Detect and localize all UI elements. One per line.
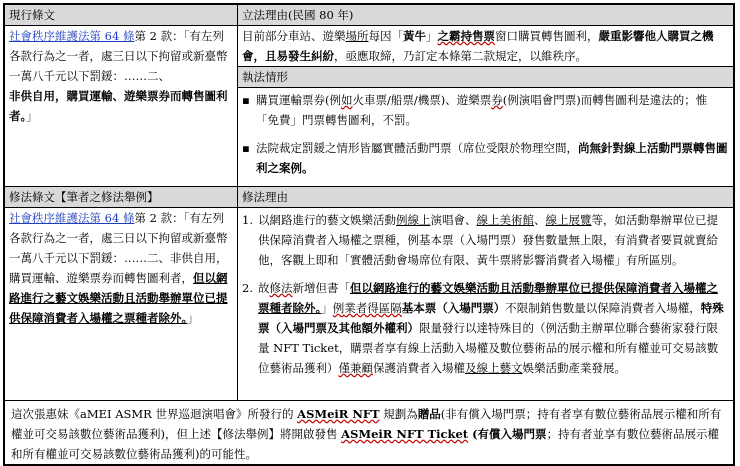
current-article-bold: 非供自用，購買運輸、遊樂票券而轉售圖利者。 bbox=[9, 89, 228, 123]
footer-h: ；持有者並享有數位藝術品展示權和所有權並可交易該數位藝術品獲利)的可能性。 bbox=[11, 427, 720, 461]
footer-d: 贈品 bbox=[417, 407, 441, 421]
item-number: 2. bbox=[242, 281, 253, 295]
am2-m: 保護消費者入場權 bbox=[373, 361, 465, 375]
header-amendment-reason: 修法理由 bbox=[238, 187, 734, 208]
amendment-item bbox=[242, 278, 729, 378]
am1-g: 等，如活動舉辦單位已提供保障消費者入場權之票種，例基本票（入場門票）發售數量無上限，有消費者要買就賣給他，客觀上即和「實體活動會場席位有限、黃牛票將影響消費者入場權」有所區別。 bbox=[258, 213, 718, 267]
current-law-link[interactable]: 社會秩序維護法第 64 條 bbox=[9, 29, 135, 43]
proposed-law-link[interactable]: 社會秩序維護法第 64 條 bbox=[9, 211, 135, 225]
am2-i: 不限制銷售數量以保障消費者入場權， bbox=[505, 301, 701, 315]
reason-text-1: 目前部分車站、遊樂 bbox=[242, 29, 346, 43]
am2-o: 線上藝文 bbox=[476, 361, 523, 375]
proposed-article-cell bbox=[5, 208, 238, 401]
header-legislative-reason: 立法理由(民國 80 年) bbox=[238, 5, 734, 26]
comparison-table bbox=[3, 3, 735, 466]
footer-g: (有償入場門票 bbox=[468, 427, 547, 441]
am1-a: 以網路進行的藝文娛樂活動 bbox=[258, 213, 396, 227]
header-current-article: 現行條文 bbox=[5, 5, 238, 26]
am2-a: 故 bbox=[258, 281, 270, 295]
amendment-item bbox=[242, 210, 729, 270]
am2-p: 娛樂活動產業發展。 bbox=[522, 361, 626, 375]
reason-text-4: 黃牛 bbox=[403, 29, 426, 43]
header-proposed-article: 修法條文【筆者之修法舉例】 bbox=[5, 187, 238, 208]
am2-j: 特殊票（入場門票及其他額外權利） bbox=[258, 301, 724, 335]
enforcement-item bbox=[242, 138, 729, 178]
current-article-text: 第 2 款：「有左列各款行為之一者，處三日以下拘留或新臺幣一萬八千元以下罰鍰：……二、 bbox=[9, 29, 228, 83]
am1-f: 線上展覽 bbox=[545, 213, 592, 227]
footer-a: 這次張惠妹《aMEI ASMR 世界巡迴演唱會》所發行的 bbox=[11, 407, 298, 421]
bullet-icon: ▪ bbox=[242, 141, 250, 155]
reason-text-7: 窗口購買轉售圖利， bbox=[495, 29, 599, 43]
enf2-b: 尚無針對線上活動門票轉售圖利之案例。 bbox=[256, 141, 728, 175]
enf1-d: 券 bbox=[491, 93, 503, 107]
enforcement-cell bbox=[238, 88, 734, 187]
footer-c: 規劃為 bbox=[379, 407, 418, 421]
current-article-cell bbox=[5, 26, 238, 187]
am2-k: 限量發行以達特殊目的（例活動主辦單位聯合藝術家發行限量 NFT Ticket，購票者享有線上活動入場權及數位藝術品的展示權和所有權並可交易該數位藝術品獲利） bbox=[258, 321, 719, 375]
am2-h: 基本票（入場門票） bbox=[401, 301, 506, 315]
footer-f: ASMeiR NFT Ticket bbox=[341, 427, 469, 441]
footer-b: ASMeiR NFT bbox=[297, 407, 380, 421]
enf2-a: 法院裁定罰鍰之情形皆屬實體活動門票（席位受限於物理空間， bbox=[256, 141, 578, 155]
bullet-icon: ▪ bbox=[242, 93, 250, 107]
enf1-b: 如 bbox=[341, 93, 353, 107]
enforcement-item bbox=[242, 90, 729, 130]
am2-e: 」 bbox=[321, 301, 333, 315]
am2-l: 僅兼顧 bbox=[338, 361, 373, 375]
am1-e: 、 bbox=[534, 213, 546, 227]
am1-c: 演唱會、 bbox=[430, 213, 477, 227]
reason-text-9: ，亟應取締，乃訂定本條第二款規定，以維秩序。 bbox=[334, 49, 587, 63]
am2-d: 但以網路進行的藝文娛樂活動且活動舉辦單位已提供保障消費者入場權之票種者除外。 bbox=[258, 281, 718, 315]
reason-text-5: 」 bbox=[426, 29, 438, 43]
reason-text-3: 每因「 bbox=[368, 29, 403, 43]
am2-g: 業者得區隔 bbox=[344, 301, 402, 315]
am1-d: 線上美術館 bbox=[476, 213, 534, 227]
enf1-c: 火車票/船票/機票)、遊樂票 bbox=[352, 93, 492, 107]
am2-b: 修法 bbox=[269, 281, 293, 295]
am1-b: 例線上 bbox=[396, 213, 431, 227]
enf1-e: (例演唱會門票)而轉售圖利是違法的；惟「免費」門票轉售圖利，不罰。 bbox=[256, 93, 708, 127]
proposed-article-close: 」 bbox=[187, 311, 199, 325]
header-enforcement: 執法情形 bbox=[238, 67, 734, 88]
proposed-article-proviso: 但以網路進行之藝文娛樂活動且活動舉辦單位已提供保障消費者入場權之票種者除外。 bbox=[9, 271, 228, 325]
am2-n: 及 bbox=[465, 361, 477, 375]
proposed-article-text: 第 2 款：「有左列各款行為之一者，處三日以下拘留或新臺幣一萬八千元以下罰鍰：……二、非供自用，購買運輸、遊樂票券而轉售圖利者， bbox=[9, 211, 228, 285]
am2-c: 新增但書「 bbox=[292, 281, 350, 295]
amendment-reason-cell bbox=[238, 208, 734, 401]
footer-note bbox=[5, 401, 734, 465]
current-article-close: 」 bbox=[26, 109, 38, 123]
reason-text-6: 之霸持售票 bbox=[437, 29, 495, 43]
item-number: 1. bbox=[242, 213, 253, 227]
enf1-a: 購買運輸票券(例 bbox=[256, 93, 341, 107]
footer-e: (非有償入場門票；持有者享有數位藝術品展示權和所有權並可交易該數位藝術品獲利)，但上述【修法舉例】將開啟發售 bbox=[11, 407, 722, 441]
reason-text-8: 嚴重影響他人購買之機會，且易發生糾紛 bbox=[242, 29, 714, 63]
am2-f: 例 bbox=[332, 301, 345, 315]
legislative-reason-cell bbox=[238, 26, 734, 67]
reason-text-2: 場所 bbox=[345, 29, 369, 43]
